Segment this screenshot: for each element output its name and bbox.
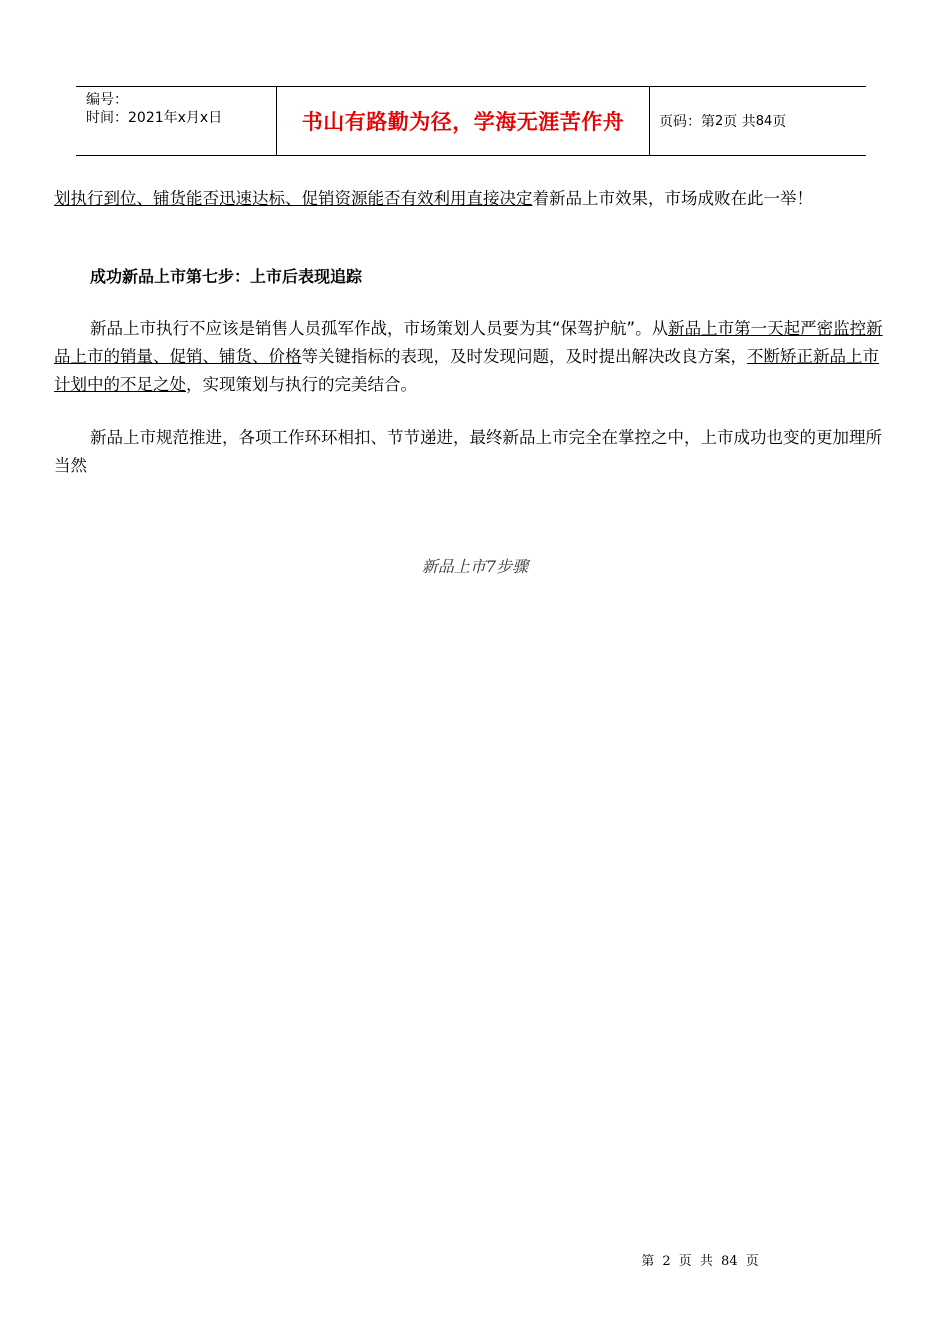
document-number-label: 编号： [86, 92, 128, 108]
paragraph-text: 着新品上市效果，市场成败在此一举！ [532, 189, 813, 208]
figure-caption: 新品上市7步骤 [421, 557, 529, 576]
underlined-text: 不断矫正新品上市计划中的不足之处 [54, 347, 879, 394]
page-footer: 第 2 页 共 84 页 [641, 1254, 759, 1269]
page-total: 84 [755, 113, 773, 129]
header-meta-cell [76, 87, 277, 155]
section-heading: 成功新品上市第七步：上市后表现追踪 [90, 267, 363, 286]
page-prefix: 页码：第 [659, 114, 715, 130]
underlined-text: 划执行到位、铺货能否迅速达标、促销资源能否有效利用直接决定 [54, 189, 533, 208]
paragraph-text: 新品上市执行不应该是销售人员孤军作战，市场策划人员要为其“保驾护航”。从 [90, 319, 669, 338]
document-time-label: 时间：2021年x月x日 [86, 110, 223, 126]
paragraph-tracking [54, 315, 894, 399]
underlined-text: 新品上市第一天起严密监控新品上市的销量、促销、铺货、价格 [54, 319, 883, 366]
paragraph-conclusion: 新品上市规范推进，各项工作环环相扣、节节递进，最终新品上市完全在掌控之中，上市成功也变的更加理所当然 [54, 428, 882, 475]
paragraph-continuation [54, 185, 894, 213]
paragraph-text: 等关键指标的表现，及时发现问题，及时提出解决改良方案， [301, 347, 747, 366]
page-suffix: 页 [772, 114, 787, 130]
page-current: 2 [715, 113, 724, 129]
header-page-info [650, 87, 866, 155]
header-table [76, 86, 866, 156]
header-motto: 书山有路勤为径，学海无涯苦作舟 [277, 87, 650, 155]
page-mid: 页 共 [723, 114, 756, 130]
paragraph-text: ，实现策划与执行的完美结合。 [186, 375, 417, 394]
